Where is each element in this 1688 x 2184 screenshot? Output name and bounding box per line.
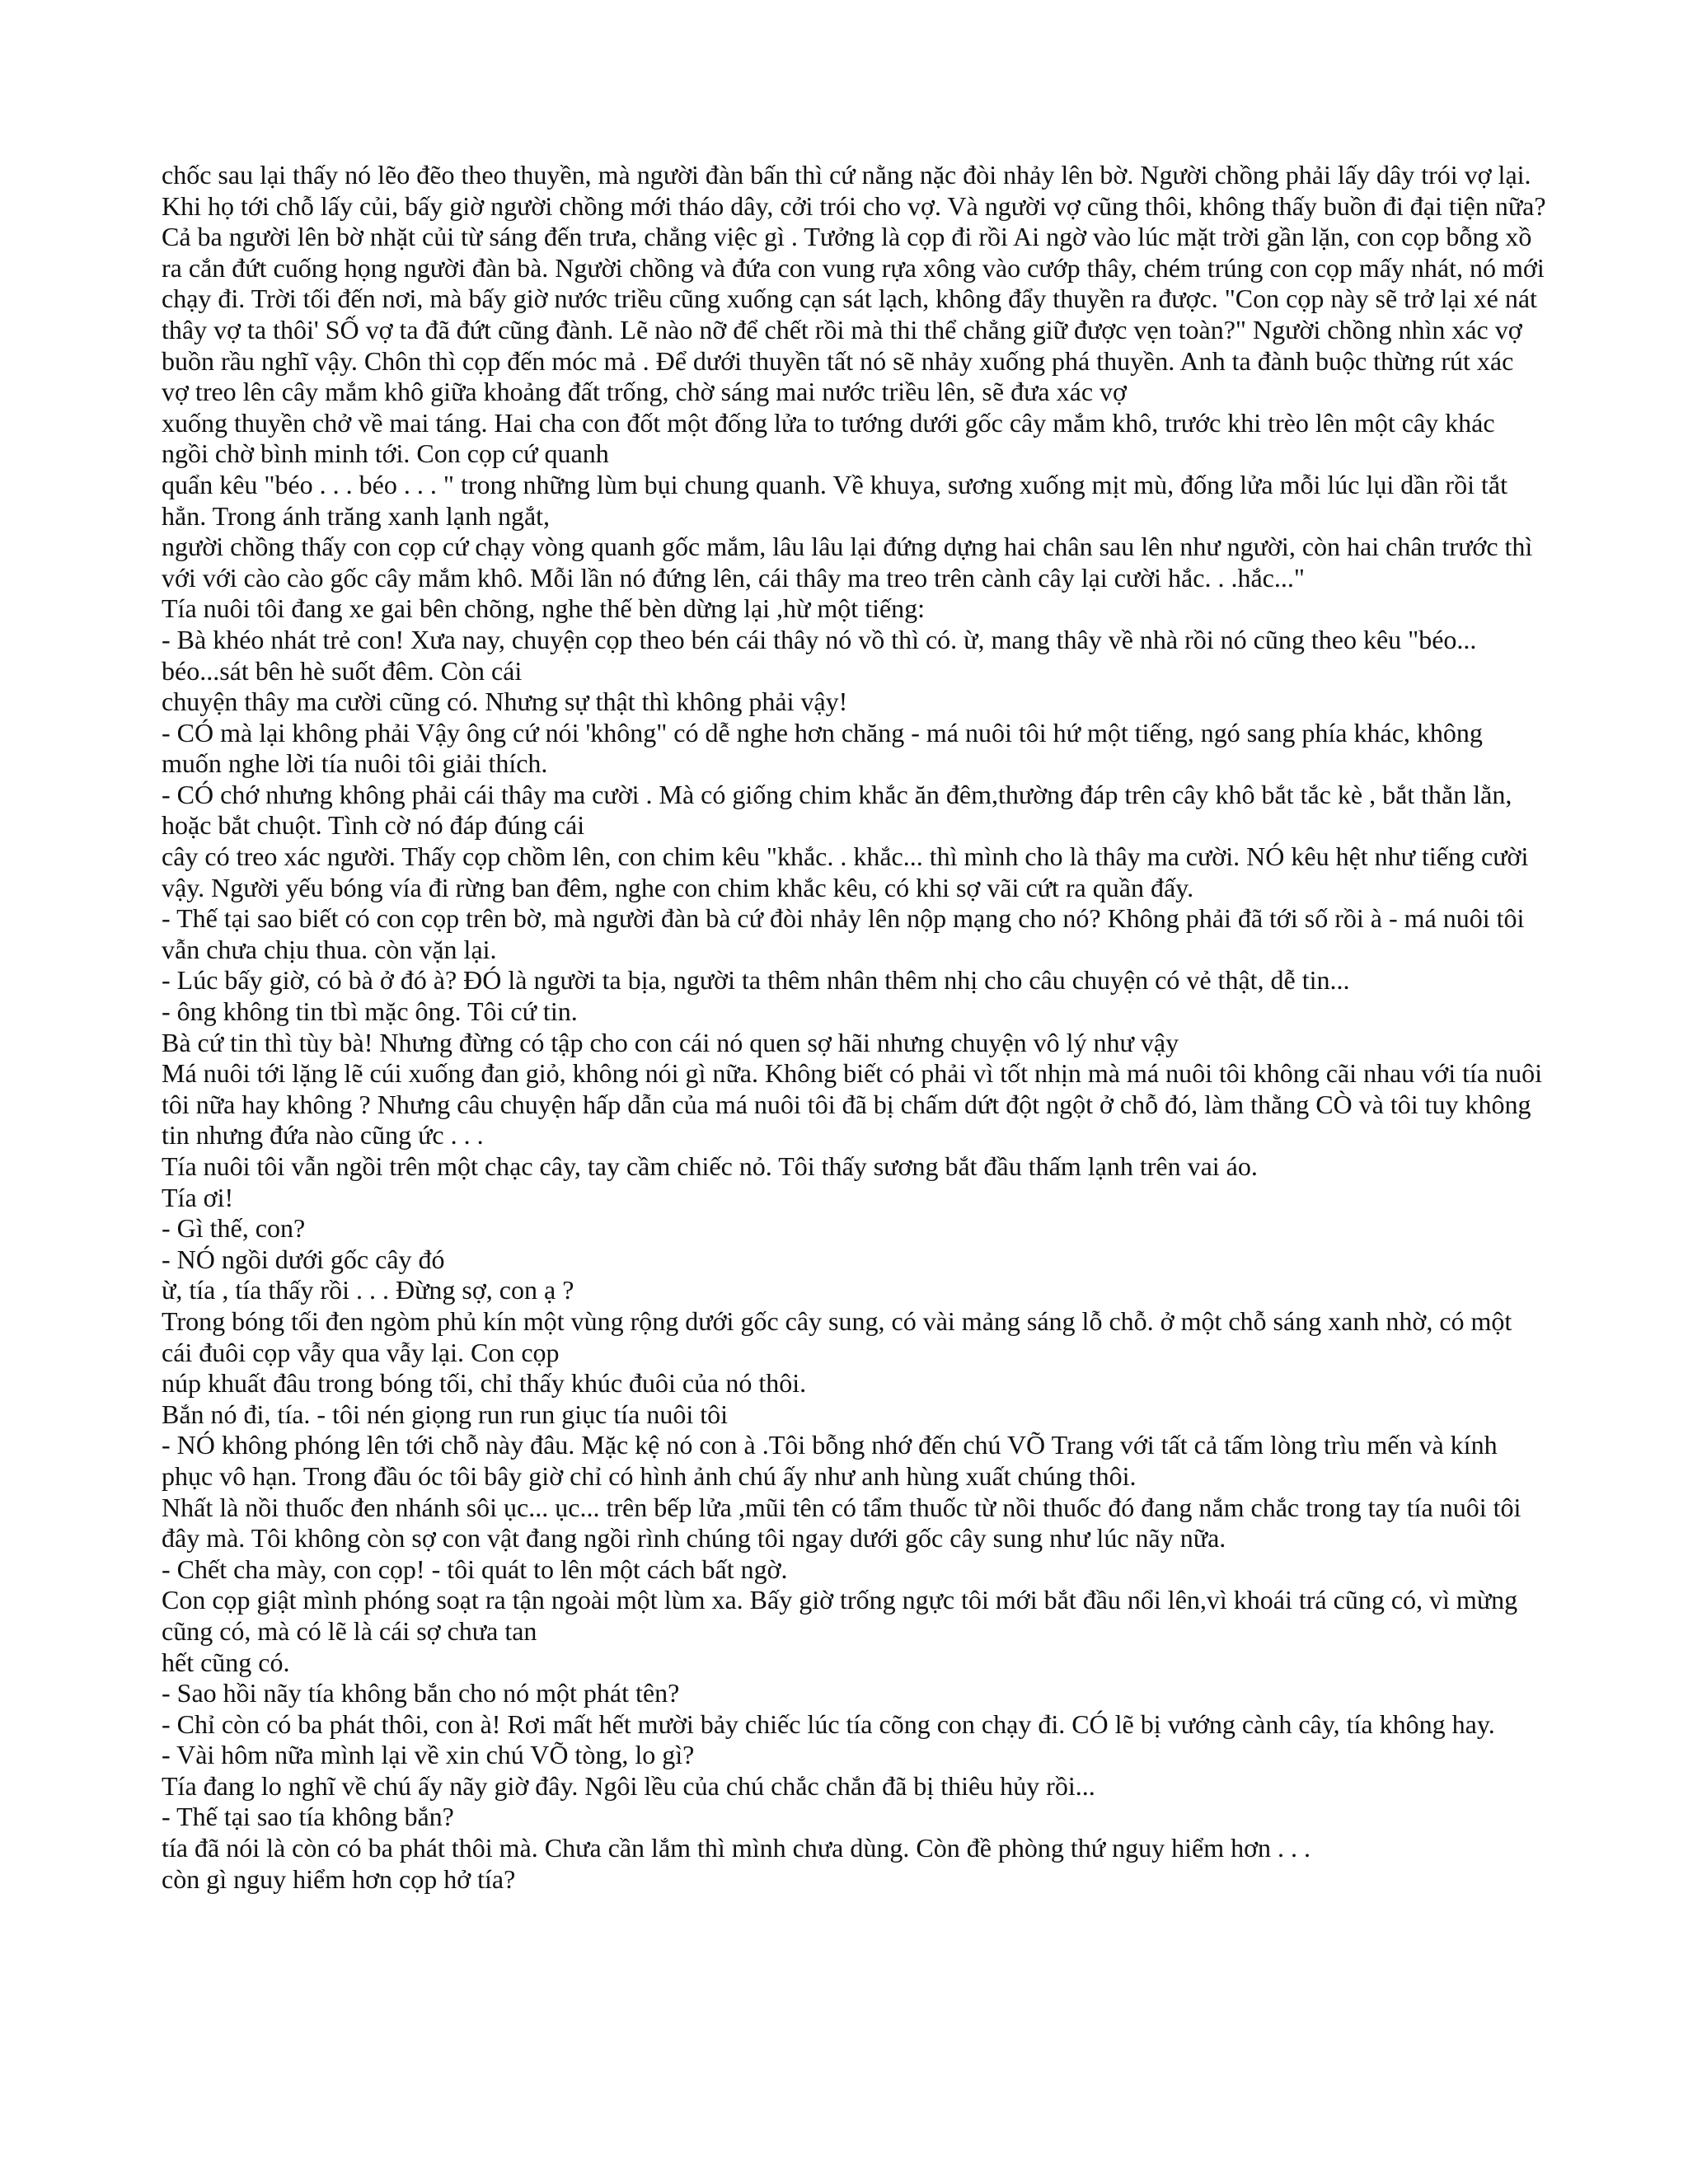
paragraph-11: - Thế tại sao biết có con cọp trên bờ, mà người đàn bà cứ đòi nhảy lên nộp mạng cho nó? Không phải đã tới số rồi à - má nuôi tôi vẫn chưa chịu thua. còn vặn lại.: [162, 903, 1525, 964]
paragraph-24: - NÓ không phóng lên tới chỗ này đâu. Mặc kệ nó con à .Tôi bỗng nhớ đến chú VÕ Trang với tất cả tấm lòng trìu mến và kính phục vô hạn. Trong đầu óc tôi bây giờ chỉ có hình ảnh chú ấy như anh hùng xuất chúng thôi.: [162, 1430, 1498, 1491]
paragraph-12: - Lúc bấy giờ, có bà ở đó à? ĐÓ là người ta bịa, người ta thêm nhân thêm nhị cho câu chuyện có vẻ thật, dễ tin...: [162, 965, 1350, 996]
paragraph-22: núp khuất đâu trong bóng tối, chỉ thấy khúc đuôi của nó thôi.: [162, 1368, 807, 1399]
paragraph-30: - Chỉ còn có ba phát thôi, con à! Rơi mất hết mười bảy chiếc lúc tía cõng con chạy đi. CÓ lẽ bị vướng cành cây, tía không hay.: [162, 1708, 1495, 1739]
paragraph-14: Bà cứ tin thì tùy bà! Nhưng đừng có tập cho con cái nó quen sợ hãi nhưng chuyện vô lý như vậy: [162, 1027, 1179, 1057]
paragraph-16: Tía nuôi tôi vẫn ngồi trên một chạc cây, tay cầm chiếc nỏ. Tôi thấy sương bắt đầu thấm lạnh trên vai áo.: [162, 1151, 1258, 1181]
paragraph-32: Tía đang lo nghĩ về chú ấy nãy giờ đây. Ngôi lều của chú chắc chắn đã bị thiêu hủy rồi...: [162, 1770, 1095, 1801]
paragraph-34: tía đã nói là còn có ba phát thôi mà. Chưa cần lắm thì mình chưa dùng. Còn đề phòng thứ nguy hiểm hơn . . .: [162, 1833, 1311, 1863]
paragraph-2: xuống thuyền chở về mai táng. Hai cha con đốt một đống lửa to tướng dưới gốc cây mắm khô, trước khi trèo lên một cây khác ngồi chờ bình minh tới. Con cọp cứ quanh: [162, 407, 1495, 469]
paragraph-19: - NÓ ngồi dưới gốc cây đó: [162, 1244, 445, 1274]
paragraph-4: người chồng thấy con cọp cứ chạy vòng quanh gốc mắm, lâu lâu lại đứng dựng hai chân sau lên như người, còn hai chân trước thì với với cào cào gốc cây mắm khô. Mỗi lần nó đứng lên, cái thây ma treo trên cành cây lại cười hắc. . .hắc...": [162, 532, 1533, 593]
paragraph-25: Nhất là nồi thuốc đen nhánh sôi ục... ục... trên bếp lửa ,mũi tên có tẩm thuốc từ nồi thuốc đó đang nắm chắc trong tay tía nuôi tôi đây mà. Tôi không còn sợ con vật đang ngồi rình chúng tôi ngay dưới gốc cây sung như lúc nãy nữa.: [162, 1492, 1522, 1554]
paragraph-28: hết cũng có.: [162, 1647, 290, 1677]
paragraph-33: - Thế tại sao tía không bắn?: [162, 1802, 454, 1832]
paragraph-23: Bắn nó đi, tía. - tôi nén giọng run run giục tía nuôi tôi: [162, 1399, 729, 1429]
paragraph-8: - CÓ mà lại không phải Vậy ông cứ nói 'không" có dễ nghe hơn chăng - má nuôi tôi hứ một tiếng, ngó sang phía khác, không muốn nghe lời tía nuôi tôi giải thích.: [162, 717, 1483, 779]
paragraph-31: - Vài hôm nữa mình lại về xin chú VÕ tòng, lo gì?: [162, 1740, 695, 1770]
paragraph-5: Tía nuôi tôi đang xe gai bên chõng, nghe thế bèn dừng lại ,hừ một tiếng:: [162, 593, 926, 624]
paragraph-1: chốc sau lại thấy nó lẽo đẽo theo thuyền, mà người đàn bấn thì cứ nằng nặc đòi nhảy lên bờ. Người chồng phải lấy dây trói vợ lại. Khi họ tới chỗ lấy củi, bấy giờ người chồng mới tháo dây, cởi trói cho vợ. Và người vợ cũng thôi, không thấy buồn đi đại tiện nữa? Cả ba người lên bờ nhặt củi từ sáng đến trưa, chẳng việc gì . Tưởng là cọp đi rồi Ai ngờ vào lúc mặt trời gần lặn, con cọp bỗng xồ ra cắn đứt cuống họng người đàn bà. Người chồng và đứa con vung rựa xông vào cướp thây, chém trúng con cọp mấy nhát, nó mới chạy đi. Trời tối đến nơi, mà bấy giờ nước triều cũng xuống cạn sát lạch, không đẩy thuyền ra được. "Con cọp này sẽ trở lại xé nát thây vợ ta thôi' SỐ vợ ta đã đứt cũng đành. Lẽ nào nỡ để chết rồi mà thi thể chẳng giữ được vẹn toàn?" Người chồng nhìn xác vợ buồn rầu nghĩ vậy. Chôn thì cọp đến móc mả . Để dưới thuyền tất nó sẽ nhảy xuống phá thuyền. Anh ta đành buộc thừng rút xác vợ treo lên cây mắm khô giữa khoảng đất trống, chờ sáng mai nước triều lên, sẽ đưa xác vợ: [162, 160, 1546, 407]
paragraph-7: chuyện thây ma cười cũng có. Nhưng sự thật thì không phải vậy!: [162, 687, 848, 717]
paragraph-15: Má nuôi tới lặng lẽ cúi xuống đan giỏ, không nói gì nữa. Không biết có phải vì tốt nhịn mà má nuôi tôi không cãi nhau với tía nuôi tôi nữa hay không ? Nhưng câu chuyện hấp dẫn của má nuôi tôi đã bị chấm dứt đột ngột ở chỗ đó, làm thằng CÒ và tôi tuy không tin nhưng đứa nào cũng ức . . .: [162, 1058, 1542, 1151]
paragraph-10: cây có treo xác người. Thấy cọp chồm lên, con chim kêu "khắc. . khắc... thì mình cho là thây ma cười. NÓ kêu hệt như tiếng cười vậy. Người yếu bóng vía đi rừng ban đêm, nghe con chim khắc kêu, có khi sợ vãi cứt ra quần đấy.: [162, 841, 1529, 902]
paragraph-3: quẩn kêu "béo . . . béo . . . " trong những lùm bụi chung quanh. Về khuya, sương xuống mịt mù, đống lửa mỗi lúc lụi dần rồi tắt hẳn. Trong ánh trăng xanh lạnh ngắt,: [162, 469, 1507, 531]
document-body: [162, 160, 1546, 1895]
paragraph-20: ừ, tía , tía thấy rồi . . . Đừng sợ, con ạ ?: [162, 1275, 574, 1305]
paragraph-18: - Gì thế, con?: [162, 1213, 306, 1244]
paragraph-21: Trong bóng tối đen ngòm phủ kín một vùng rộng dưới gốc cây sung, có vài mảng sáng lỗ chỗ. ở một chỗ sáng xanh nhờ, có một cái đuôi cọp vẫy qua vẫy lại. Con cọp: [162, 1305, 1512, 1367]
paragraph-26: - Chết cha mày, con cọp! - tôi quát to lên một cách bất ngờ.: [162, 1554, 788, 1584]
paragraph-29: - Sao hồi nãy tía không bắn cho nó một phát tên?: [162, 1678, 680, 1708]
paragraph-6: - Bà khéo nhát trẻ con! Xưa nay, chuyện cọp theo bén cái thây nó vồ thì có. ừ, mang thây về nhà rồi nó cũng theo kêu "béo... béo...sát bên hè suốt đêm. Còn cái: [162, 624, 1477, 686]
paragraph-13: - ông không tin tbì mặc ông. Tôi cứ tin.: [162, 996, 578, 1027]
paragraph-35: còn gì nguy hiểm hơn cọp hở tía?: [162, 1863, 516, 1894]
paragraph-9: - CÓ chớ nhưng không phải cái thây ma cười . Mà có giống chim khắc ăn đêm,thường đáp trên cây khô bắt tắc kè , bắt thằn lằn, hoặc bắt chuột. Tình cờ nó đáp đúng cái: [162, 779, 1512, 841]
paragraph-17: Tía ơi!: [162, 1182, 234, 1212]
paragraph-27: Con cọp giật mình phóng soạt ra tận ngoài một lùm xa. Bấy giờ trống ngực tôi mới bắt đầu nổi lên,vì khoái trá cũng có, vì mừng cũng có, mà có lẽ là cái sợ chưa tan: [162, 1585, 1518, 1646]
